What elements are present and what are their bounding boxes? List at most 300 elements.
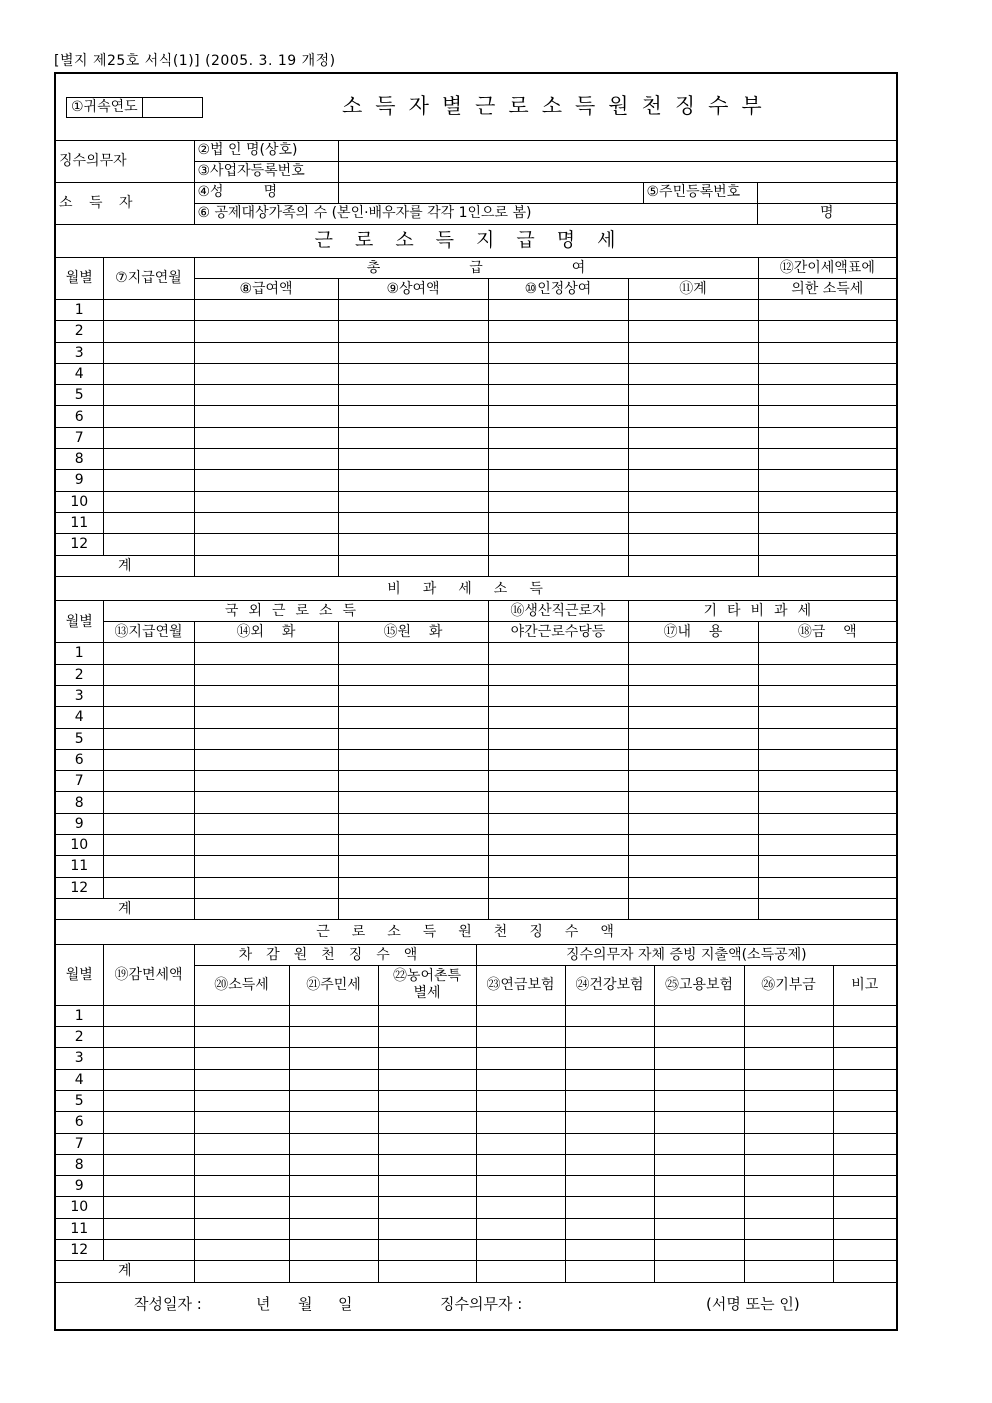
s1-entry-cell[interactable] [628, 491, 758, 512]
s3-entry-cell[interactable] [378, 1218, 476, 1239]
s1-entry-cell[interactable] [628, 300, 758, 321]
s3-entry-cell[interactable] [378, 1069, 476, 1090]
s1-entry-cell[interactable] [758, 427, 896, 448]
s2-month-number: 2 [56, 664, 103, 685]
s1-entry-cell[interactable] [488, 470, 628, 491]
s3-farm-tax-header-2: 별세 [413, 985, 441, 1002]
corp-name-field[interactable] [338, 140, 896, 161]
s2-month-row [56, 877, 896, 898]
s1-total-cell[interactable] [758, 555, 896, 576]
s3-entry-cell[interactable] [194, 1176, 289, 1197]
s3-entry-cell[interactable] [654, 1218, 744, 1239]
s2-entry-cell[interactable] [103, 643, 194, 664]
sign-label[interactable]: (서명 또는 인) [706, 1294, 800, 1313]
s1-entry-cell[interactable] [194, 342, 338, 363]
s1-entry-cell[interactable] [758, 321, 896, 342]
s1-entry-cell[interactable] [628, 512, 758, 533]
s2-entry-cell[interactable] [103, 835, 194, 856]
s2-entry-cell[interactable] [338, 749, 488, 770]
s3-entry-cell[interactable] [833, 1112, 896, 1133]
s2-entry-cell[interactable] [103, 771, 194, 792]
s1-entry-cell[interactable] [758, 491, 896, 512]
s2-entry-cell[interactable] [758, 664, 896, 685]
s1-month-number: 10 [56, 491, 103, 512]
s2-entry-cell[interactable] [628, 643, 758, 664]
s2-entry-cell[interactable] [103, 856, 194, 877]
s2-entry-cell[interactable] [758, 792, 896, 813]
s3-entry-cell[interactable] [833, 1005, 896, 1026]
s3-entry-cell[interactable] [654, 1112, 744, 1133]
s1-month-header: 월별 [56, 258, 103, 300]
s1-entry-cell[interactable] [628, 427, 758, 448]
s3-entry-cell[interactable] [378, 1112, 476, 1133]
s1-entry-cell[interactable] [103, 385, 194, 406]
s3-entry-cell[interactable] [194, 1239, 289, 1260]
s1-entry-cell[interactable] [488, 512, 628, 533]
s2-entry-cell[interactable] [488, 749, 628, 770]
s2-entry-cell[interactable] [628, 877, 758, 898]
s2-entry-cell[interactable] [628, 813, 758, 834]
s2-total-cell[interactable] [338, 898, 488, 919]
s1-entry-cell[interactable] [338, 342, 488, 363]
s3-entry-cell[interactable] [476, 1154, 565, 1175]
s3-withholding-header: 차감원천징수액 [194, 944, 476, 965]
s3-entry-cell[interactable] [744, 1154, 833, 1175]
s3-entry-cell[interactable] [289, 1112, 378, 1133]
s3-entry-cell[interactable] [103, 1027, 194, 1048]
s3-total-cell[interactable] [194, 1261, 289, 1282]
name-field[interactable] [338, 182, 643, 203]
s3-entry-cell[interactable] [654, 1197, 744, 1218]
s2-entry-cell[interactable] [488, 877, 628, 898]
s3-entry-cell[interactable] [103, 1154, 194, 1175]
s3-entry-cell[interactable] [103, 1133, 194, 1154]
s3-entry-cell[interactable] [565, 1197, 654, 1218]
s1-entry-cell[interactable] [338, 406, 488, 427]
s3-entry-cell[interactable] [744, 1239, 833, 1260]
s3-entry-cell[interactable] [833, 1218, 896, 1239]
s3-entry-cell[interactable] [476, 1239, 565, 1260]
payer-label: 징수의무자 [56, 140, 194, 182]
s2-amount-header: ⑱금 액 [758, 622, 896, 643]
s3-entry-cell[interactable] [289, 1090, 378, 1111]
s2-entry-cell[interactable] [194, 877, 338, 898]
s2-entry-cell[interactable] [194, 813, 338, 834]
s3-month-row [56, 1133, 896, 1154]
s3-entry-cell[interactable] [565, 1069, 654, 1090]
s3-entry-cell[interactable] [476, 1112, 565, 1133]
s3-entry-cell[interactable] [103, 1176, 194, 1197]
s3-entry-cell[interactable] [194, 1197, 289, 1218]
s3-entry-cell[interactable] [565, 1005, 654, 1026]
s3-entry-cell[interactable] [833, 1176, 896, 1197]
s2-entry-cell[interactable] [488, 664, 628, 685]
s2-entry-cell[interactable] [103, 685, 194, 706]
s3-entry-cell[interactable] [289, 1176, 378, 1197]
s2-entry-cell[interactable] [758, 685, 896, 706]
s2-entry-cell[interactable] [194, 749, 338, 770]
s1-entry-cell[interactable] [488, 449, 628, 470]
s1-entry-cell[interactable] [338, 449, 488, 470]
s2-total-cell[interactable] [628, 898, 758, 919]
s3-entry-cell[interactable] [565, 1176, 654, 1197]
month-unit[interactable]: 월 [298, 1294, 313, 1313]
corp-name-label: ②법 인 명(상호) [194, 140, 338, 161]
s3-month-number: 7 [56, 1133, 103, 1154]
s3-entry-cell[interactable] [833, 1048, 896, 1069]
s1-entry-cell[interactable] [628, 321, 758, 342]
s1-entry-cell[interactable] [628, 534, 758, 555]
s2-entry-cell[interactable] [194, 664, 338, 685]
s3-entry-cell[interactable] [654, 1133, 744, 1154]
s2-entry-cell[interactable] [194, 707, 338, 728]
s2-entry-cell[interactable] [488, 813, 628, 834]
s2-entry-cell[interactable] [194, 771, 338, 792]
s3-entry-cell[interactable] [654, 1239, 744, 1260]
s1-entry-cell[interactable] [628, 342, 758, 363]
s3-entry-cell[interactable] [565, 1218, 654, 1239]
s3-entry-cell[interactable] [654, 1027, 744, 1048]
s3-entry-cell[interactable] [744, 1005, 833, 1026]
s3-entry-cell[interactable] [378, 1176, 476, 1197]
s2-entry-cell[interactable] [628, 728, 758, 749]
s1-total-cell[interactable] [488, 555, 628, 576]
s1-total-cell[interactable] [338, 555, 488, 576]
s2-entry-cell[interactable] [103, 813, 194, 834]
s3-entry-cell[interactable] [289, 1218, 378, 1239]
s2-entry-cell[interactable] [194, 728, 338, 749]
s2-entry-cell[interactable] [338, 877, 488, 898]
s3-entry-cell[interactable] [476, 1197, 565, 1218]
s3-entry-cell[interactable] [476, 1027, 565, 1048]
s1-entry-cell[interactable] [194, 321, 338, 342]
s3-entry-cell[interactable] [378, 1197, 476, 1218]
s3-entry-cell[interactable] [194, 1090, 289, 1111]
s1-entry-cell[interactable] [103, 363, 194, 384]
s3-entry-cell[interactable] [103, 1112, 194, 1133]
s1-entry-cell[interactable] [488, 534, 628, 555]
s3-total-cell[interactable] [744, 1261, 833, 1282]
s1-entry-cell[interactable] [758, 449, 896, 470]
biz-no-field[interactable] [338, 161, 896, 182]
s3-entry-cell[interactable] [194, 1069, 289, 1090]
s3-entry-cell[interactable] [833, 1239, 896, 1260]
s2-entry-cell[interactable] [338, 813, 488, 834]
s3-entry-cell[interactable] [194, 1048, 289, 1069]
s3-entry-cell[interactable] [565, 1154, 654, 1175]
s2-entry-cell[interactable] [488, 771, 628, 792]
s1-entry-cell[interactable] [338, 427, 488, 448]
name-label: ④성 명 [194, 182, 338, 203]
s3-entry-cell[interactable] [565, 1112, 654, 1133]
s3-entry-cell[interactable] [476, 1069, 565, 1090]
s3-entry-cell[interactable] [194, 1027, 289, 1048]
s1-entry-cell[interactable] [194, 363, 338, 384]
s2-entry-cell[interactable] [338, 707, 488, 728]
s2-entry-cell[interactable] [338, 643, 488, 664]
s1-entry-cell[interactable] [338, 512, 488, 533]
s3-total-cell[interactable] [476, 1261, 565, 1282]
s1-entry-cell[interactable] [488, 342, 628, 363]
s1-entry-cell[interactable] [758, 363, 896, 384]
s1-entry-cell[interactable] [103, 491, 194, 512]
s3-entry-cell[interactable] [744, 1090, 833, 1111]
s1-entry-cell[interactable] [488, 406, 628, 427]
s1-entry-cell[interactable] [103, 512, 194, 533]
s3-entry-cell[interactable] [103, 1239, 194, 1260]
s1-entry-cell[interactable] [488, 321, 628, 342]
s2-entry-cell[interactable] [103, 664, 194, 685]
s1-entry-cell[interactable] [338, 363, 488, 384]
s3-entry-cell[interactable] [654, 1176, 744, 1197]
s3-entry-cell[interactable] [476, 1090, 565, 1111]
s2-entry-cell[interactable] [338, 728, 488, 749]
s2-entry-cell[interactable] [338, 664, 488, 685]
s3-entry-cell[interactable] [833, 1069, 896, 1090]
s3-entry-cell[interactable] [476, 1133, 565, 1154]
s1-entry-cell[interactable] [628, 470, 758, 491]
s3-entry-cell[interactable] [476, 1176, 565, 1197]
s3-entry-cell[interactable] [744, 1048, 833, 1069]
s2-entry-cell[interactable] [194, 685, 338, 706]
s3-entry-cell[interactable] [833, 1154, 896, 1175]
s1-entry-cell[interactable] [103, 321, 194, 342]
s1-entry-cell[interactable] [338, 321, 488, 342]
s3-entry-cell[interactable] [289, 1048, 378, 1069]
s3-entry-cell[interactable] [744, 1197, 833, 1218]
s3-entry-cell[interactable] [103, 1048, 194, 1069]
s3-entry-cell[interactable] [565, 1133, 654, 1154]
s3-entry-cell[interactable] [103, 1069, 194, 1090]
s3-entry-cell[interactable] [289, 1069, 378, 1090]
s3-entry-cell[interactable] [833, 1133, 896, 1154]
s2-entry-cell[interactable] [338, 792, 488, 813]
s3-entry-cell[interactable] [744, 1176, 833, 1197]
s3-entry-cell[interactable] [744, 1112, 833, 1133]
s2-entry-cell[interactable] [194, 643, 338, 664]
s2-entry-cell[interactable] [103, 792, 194, 813]
s3-entry-cell[interactable] [833, 1197, 896, 1218]
year-unit[interactable]: 년 [256, 1294, 271, 1313]
s1-entry-cell[interactable] [194, 449, 338, 470]
s3-entry-cell[interactable] [289, 1027, 378, 1048]
year-field[interactable] [143, 97, 203, 118]
s3-entry-cell[interactable] [378, 1048, 476, 1069]
s2-entry-cell[interactable] [194, 835, 338, 856]
s1-entry-cell[interactable] [758, 300, 896, 321]
s2-entry-cell[interactable] [758, 707, 896, 728]
s1-month-number: 12 [56, 534, 103, 555]
s1-entry-cell[interactable] [628, 449, 758, 470]
s3-entry-cell[interactable] [289, 1197, 378, 1218]
s3-entry-cell[interactable] [378, 1027, 476, 1048]
s2-entry-cell[interactable] [758, 813, 896, 834]
s3-entry-cell[interactable] [833, 1027, 896, 1048]
s3-entry-cell[interactable] [654, 1090, 744, 1111]
s2-entry-cell[interactable] [758, 749, 896, 770]
s1-entry-cell[interactable] [758, 342, 896, 363]
s3-entry-cell[interactable] [476, 1048, 565, 1069]
s2-entry-cell[interactable] [103, 877, 194, 898]
s2-entry-cell[interactable] [488, 835, 628, 856]
s3-entry-cell[interactable] [744, 1133, 833, 1154]
s1-entry-cell[interactable] [103, 406, 194, 427]
s1-entry-cell[interactable] [194, 300, 338, 321]
s2-entry-cell[interactable] [628, 685, 758, 706]
s2-entry-cell[interactable] [628, 856, 758, 877]
s2-total-cell[interactable] [488, 898, 628, 919]
s1-entry-cell[interactable] [194, 491, 338, 512]
s3-entry-cell[interactable] [744, 1218, 833, 1239]
s3-entry-cell[interactable] [103, 1090, 194, 1111]
s3-entry-cell[interactable] [565, 1048, 654, 1069]
s1-entry-cell[interactable] [628, 406, 758, 427]
s2-entry-cell[interactable] [488, 728, 628, 749]
s1-entry-cell[interactable] [338, 491, 488, 512]
s3-month-row [56, 1027, 896, 1048]
s1-entry-cell[interactable] [338, 470, 488, 491]
s2-entry-cell[interactable] [488, 685, 628, 706]
s1-entry-cell[interactable] [194, 385, 338, 406]
s3-total-cell[interactable] [378, 1261, 476, 1282]
s2-entry-cell[interactable] [338, 856, 488, 877]
s2-entry-cell[interactable] [488, 707, 628, 728]
s3-entry-cell[interactable] [289, 1239, 378, 1260]
s3-entry-cell[interactable] [744, 1027, 833, 1048]
s3-entry-cell[interactable] [103, 1005, 194, 1026]
s1-month-row [56, 321, 896, 342]
s3-entry-cell[interactable] [654, 1069, 744, 1090]
s3-entry-cell[interactable] [565, 1027, 654, 1048]
s3-total-cell[interactable] [565, 1261, 654, 1282]
s1-entry-cell[interactable] [194, 534, 338, 555]
dependents-unit[interactable]: 명 [757, 203, 896, 224]
s3-entry-cell[interactable] [378, 1005, 476, 1026]
s1-entry-cell[interactable] [103, 449, 194, 470]
s3-entry-cell[interactable] [289, 1133, 378, 1154]
s1-entry-cell[interactable] [488, 385, 628, 406]
s2-entry-cell[interactable] [488, 643, 628, 664]
s2-entry-cell[interactable] [488, 792, 628, 813]
s1-entry-cell[interactable] [488, 300, 628, 321]
s3-entry-cell[interactable] [378, 1133, 476, 1154]
s2-entry-cell[interactable] [628, 664, 758, 685]
footer [56, 1283, 896, 1323]
s2-entry-cell[interactable] [338, 835, 488, 856]
s2-entry-cell[interactable] [628, 835, 758, 856]
s2-entry-cell[interactable] [628, 792, 758, 813]
s1-total-cell[interactable] [194, 555, 338, 576]
s2-entry-cell[interactable] [628, 749, 758, 770]
s2-entry-cell[interactable] [758, 835, 896, 856]
s3-entry-cell[interactable] [194, 1154, 289, 1175]
s3-entry-cell[interactable] [833, 1090, 896, 1111]
s1-entry-cell[interactable] [758, 512, 896, 533]
day-unit[interactable]: 일 [338, 1294, 353, 1313]
s3-entry-cell[interactable] [289, 1005, 378, 1026]
s2-entry-cell[interactable] [758, 877, 896, 898]
s3-entry-cell[interactable] [744, 1069, 833, 1090]
s3-entry-cell[interactable] [103, 1197, 194, 1218]
s2-entry-cell[interactable] [338, 685, 488, 706]
s3-entry-cell[interactable] [654, 1048, 744, 1069]
s1-entry-cell[interactable] [103, 534, 194, 555]
s3-entry-cell[interactable] [654, 1154, 744, 1175]
s3-total-cell[interactable] [833, 1261, 896, 1282]
s2-total-cell[interactable] [758, 898, 896, 919]
s2-entry-cell[interactable] [194, 856, 338, 877]
s1-entry-cell[interactable] [194, 427, 338, 448]
s3-farm-tax-header [378, 965, 476, 1005]
s1-entry-cell[interactable] [488, 427, 628, 448]
s1-entry-cell[interactable] [194, 470, 338, 491]
s1-entry-cell[interactable] [488, 363, 628, 384]
s2-entry-cell[interactable] [758, 771, 896, 792]
s2-total-cell[interactable] [194, 898, 338, 919]
s1-entry-cell[interactable] [758, 470, 896, 491]
s3-entry-cell[interactable] [194, 1218, 289, 1239]
s3-farm-tax-header-1: ㉒농어촌특 [392, 967, 462, 984]
s1-entry-cell[interactable] [338, 534, 488, 555]
s1-entry-cell[interactable] [628, 385, 758, 406]
s1-entry-cell[interactable] [103, 300, 194, 321]
s1-entry-cell[interactable] [194, 512, 338, 533]
s1-entry-cell[interactable] [758, 385, 896, 406]
s3-entry-cell[interactable] [476, 1005, 565, 1026]
s2-entry-cell[interactable] [103, 728, 194, 749]
s1-entry-cell[interactable] [758, 406, 896, 427]
s1-total-cell[interactable] [628, 555, 758, 576]
s1-entry-cell[interactable] [194, 406, 338, 427]
s3-entry-cell[interactable] [654, 1005, 744, 1026]
s3-total-cell[interactable] [654, 1261, 744, 1282]
s1-entry-cell[interactable] [338, 300, 488, 321]
s2-entry-cell[interactable] [628, 707, 758, 728]
s3-entry-cell[interactable] [378, 1239, 476, 1260]
s3-entry-cell[interactable] [378, 1154, 476, 1175]
s1-entry-cell[interactable] [338, 385, 488, 406]
s3-entry-cell[interactable] [289, 1154, 378, 1175]
s1-entry-cell[interactable] [103, 470, 194, 491]
s1-entry-cell[interactable] [488, 491, 628, 512]
s3-entry-cell[interactable] [194, 1112, 289, 1133]
s3-entry-cell[interactable] [194, 1005, 289, 1026]
s3-entry-cell[interactable] [194, 1133, 289, 1154]
s3-entry-cell[interactable] [103, 1218, 194, 1239]
s2-entry-cell[interactable] [103, 749, 194, 770]
s1-entry-cell[interactable] [103, 427, 194, 448]
s3-total-cell[interactable] [289, 1261, 378, 1282]
s3-entry-cell[interactable] [565, 1239, 654, 1260]
s1-entry-cell[interactable] [628, 363, 758, 384]
s2-entry-cell[interactable] [758, 643, 896, 664]
s3-entry-cell[interactable] [476, 1218, 565, 1239]
s2-month-row [56, 707, 896, 728]
s3-entry-cell[interactable] [565, 1090, 654, 1111]
s2-entry-cell[interactable] [338, 771, 488, 792]
s3-entry-cell[interactable] [378, 1090, 476, 1111]
s2-entry-cell[interactable] [103, 707, 194, 728]
s2-entry-cell[interactable] [758, 728, 896, 749]
s1-entry-cell[interactable] [758, 534, 896, 555]
rrn-field[interactable] [757, 182, 896, 203]
s2-entry-cell[interactable] [628, 771, 758, 792]
s2-entry-cell[interactable] [488, 856, 628, 877]
s3-month-header: 월별 [56, 944, 103, 1005]
s2-entry-cell[interactable] [194, 792, 338, 813]
s2-entry-cell[interactable] [758, 856, 896, 877]
s1-entry-cell[interactable] [103, 342, 194, 363]
